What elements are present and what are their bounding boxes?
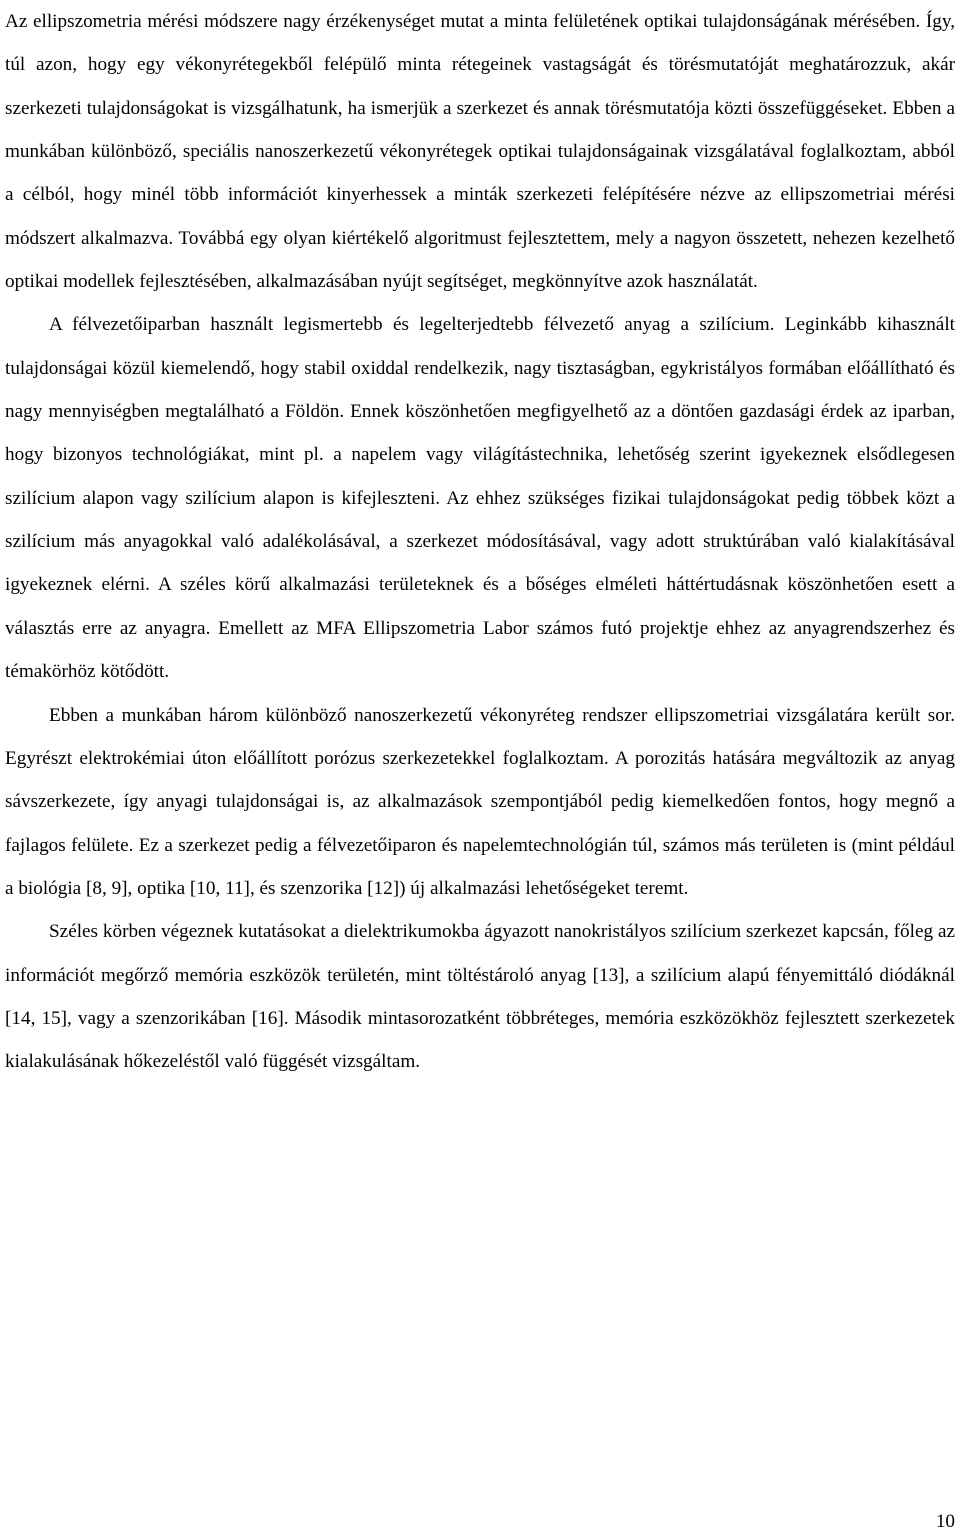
page-number: 10 — [935, 1511, 955, 1532]
paragraph-3: Ebben a munkában három különböző nanoszerkezetű vékonyréteg rendszer ellipszometriai vizsgálatára került sor. Egyrészt elektrokémiai úton előállított porózus szerkezetekkel foglalkoztam. A porozitás hatására megváltozik az anyag sávszerkezete, így anyagi tulajdonságai is, az alkalmazások szempontjából pedig kiemelkedően fontos, hogy megnő a fajlagos felülete. Ez a szerkezet pedig a félvezetőiparon és napelemtechnológián túl, számos más területen is (mint például a biológia [8, 9], optika [10, 11], és szenzorika [12]) új alkalmazási lehetőségeket teremt. — [5, 704, 955, 899]
paragraph-2: A félvezetőiparban használt legismertebb és legelterjedtebb félvezető anyag a szilícium. Leginkább kihasznált tulajdonságai közül kiemelendő, hogy stabil oxiddal rendelkezik, nagy tisztaságban, egykristályos formában előállítható és nagy mennyiségben megtalálható a Földön. Ennek köszönhetően megfigyelhető az a döntően gazdasági érdek az iparban, hogy bizonyos technológiákat, mint pl. a napelem vagy világítástechnika, lehetőség szerint igyekeznek elsődlegesen szilícium alapon vagy szilícium alapon is kifejleszteni. Az ehhez szükséges fizikai tulajdonságokat pedig többek közt a szilícium más anyagokkal való adalékolásával, a szerkezet módosításával, vagy adott struktúrában való kialakításával igyekeznek elérni. A széles körű alkalmazási területeknek és a bőséges elméleti háttértudásnak köszönhetően esett a választás erre az anyagra. Emellett az MFA Ellipszometria Labor számos futó projektje ehhez az anyagrendszerhez és témakörhöz kötődött. — [5, 314, 955, 683]
paragraph-4: Széles körben végeznek kutatásokat a dielektrikumokba ágyazott nanokristályos szilícium szerkezet kapcsán, főleg az információt megőrző memória eszközök területén, mint töltéstároló anyag [13], a szilícium alapú fényemittáló diódáknál [14, 15], vagy a szenzorikában [16]. Második mintasorozatként többréteges, memória eszközökhöz fejlesztett szerkezetek kialakulásának hőkezeléstől való függését vizsgáltam. — [5, 921, 955, 1073]
document-page — [5, 0, 955, 1084]
paragraph-1: Az ellipszometria mérési módszere nagy érzékenységet mutat a minta felületének optikai tulajdonságának mérésében. Így, túl azon, hogy egy vékonyrétegekből felépülő minta rétegeinek vastagságát és törésmutatóját meghatározzuk, akár szerkezeti tulajdonságokat is vizsgálhatunk, ha ismerjük a szerkezet és annak törésmutatója közti összefüggéseket. Ebben a munkában különböző, speciális nanoszerkezetű vékonyrétegek optikai tulajdonságainak vizsgálatával foglalkoztam, abból a célból, hogy minél több információt kinyerhessek a minták szerkezeti felépítésére nézve az ellipszometriai mérési módszert alkalmazva. Továbbá egy olyan kiértékelő algoritmust fejlesztettem, mely a nagyon összetett, nehezen kezelhető optikai modellek fejlesztésében, alkalmazásában nyújt segítséget, megkönnyítve azok használatát. — [5, 11, 955, 293]
